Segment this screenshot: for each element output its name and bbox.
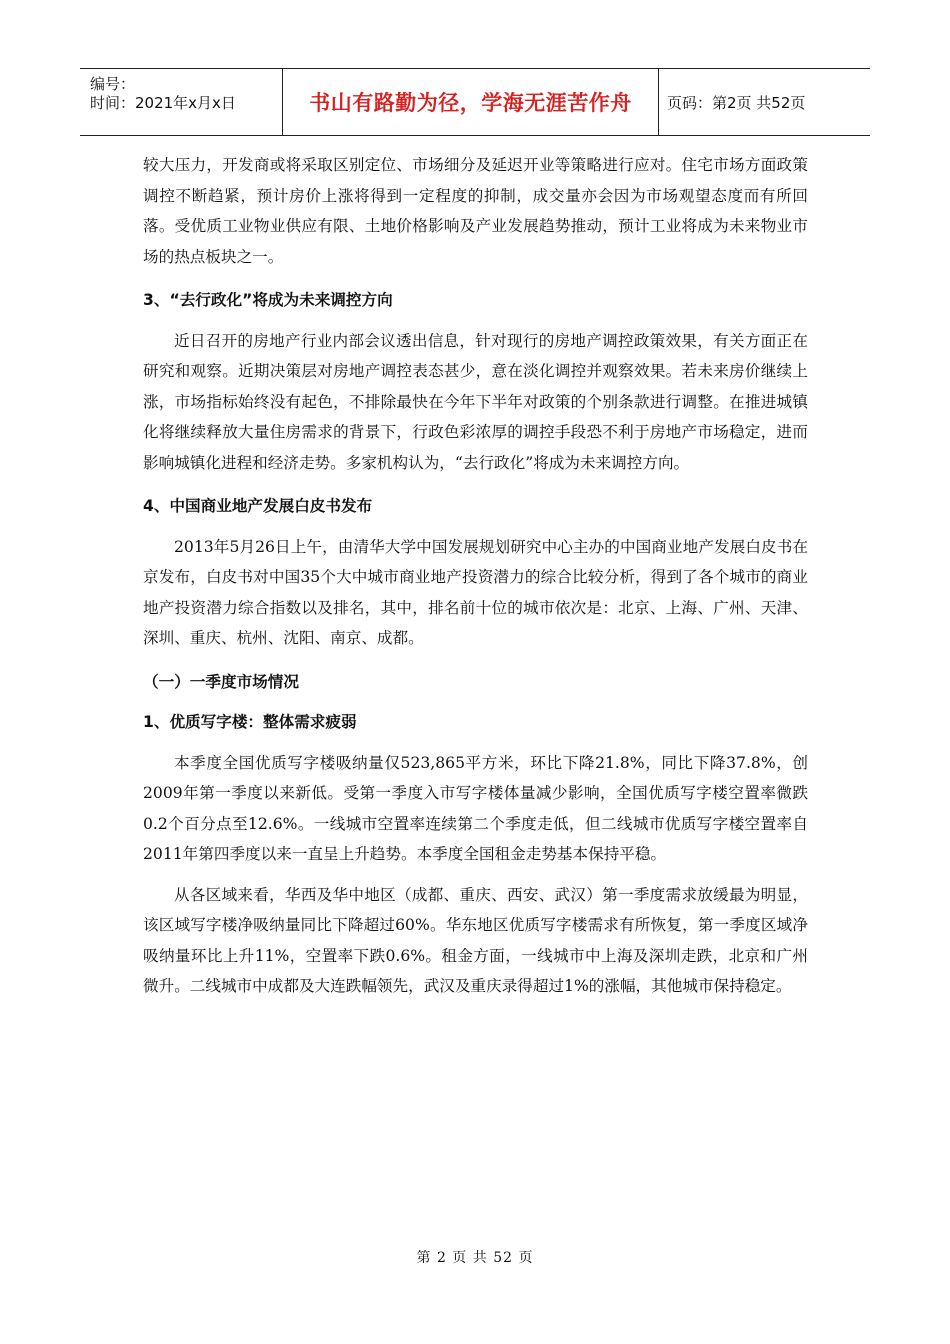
section-heading: 4、中国商业地产发展白皮书发布 — [143, 497, 373, 515]
paragraph: 近日召开的房地产行业内部会议透出信息，针对现行的房地产调控政策效果，有关方面正在研究和观察。近期决策层对房地产调控表态甚少，意在淡化调控并观察效果。若未来房价继续上涨，市场指标始终没有起色，不排除最快在今年下半年对政策的个别条款进行调整。在推进城镇化将继续释放大量住房需求的背景下，行政色彩浓厚的调控手段恐不利于房地产市场稳定，进而影响城镇化进程和经济走势。多家机构认为，“去行政化”将成为未来调控方向。 — [143, 331, 808, 472]
section-heading: 3、“去行政化”将成为未来调控方向 — [143, 291, 393, 309]
header-page-info: 页码：第2页 共52页 — [667, 93, 806, 112]
header-motto-cell — [283, 69, 659, 135]
document-header — [80, 68, 870, 136]
paragraph: 本季度全国优质写字楼吸纳量仅523,865平方米，环比下降21.8%，同比下降37.8%，创2009年第一季度以来新低。受第一季度入市写字楼体量减少影响，全国优质写字楼空置率微跌0.2个百分点至12.6%。一线城市空置率连续第二个季度走低，但二线城市优质写字楼空置率自2011年第四季度以来一直呈上升趋势。本季度全国租金走势基本保持平稳。 — [143, 753, 808, 863]
paragraph: 较大压力，开发商或将采取区别定位、市场细分及延迟开业等策略进行应对。住宅市场方面政策调控不断趋紧，预计房价上涨将得到一定程度的抑制，成交量亦会因为市场观望态度而有所回落。受优质工业物业供应有限、土地价格影响及产业发展趋势推动，预计工业将成为未来物业市场的热点板块之一。 — [143, 156, 808, 266]
header-meta-cell — [80, 69, 283, 135]
time-label: 时间：2021年x月x日 — [90, 94, 236, 112]
section-heading: 1、优质写字楼：整体需求疲弱 — [143, 713, 357, 731]
paragraph: 从各区域来看，华西及华中地区（成都、重庆、西安、武汉）第一季度需求放缓最为明显，该区域写字楼净吸纳量同比下降超过60%。华东地区优质写字楼需求有所恢复，第一季度区域净吸纳量环比上升11%，空置率下跌0.6%。租金方面，一线城市中上海及深圳走跌，北京和广州微升。二线城市中成都及大连跌幅领先，武汉及重庆录得超过1%的涨幅，其他城市保持稳定。 — [143, 885, 808, 995]
paragraph: 2013年5月26日上午，由清华大学中国发展规划研究中心主办的中国商业地产发展白皮书在京发布，白皮书对中国35个大中城市商业地产投资潜力的综合比较分析，得到了各个城市的商业地产投资潜力综合指数以及排名，其中，排名前十位的城市依次是：北京、上海、广州、天津、深圳、重庆、杭州、沈阳、南京、成都。 — [143, 537, 808, 647]
motto: 书山有路勤为径，学海无涯苦作舟 — [309, 91, 632, 115]
page-footer: 第 2 页 共 52 页 — [416, 1250, 534, 1266]
serial-label: 编号： — [90, 75, 136, 93]
section-heading: （一）一季度市场情况 — [143, 672, 299, 691]
document-body — [143, 150, 808, 1002]
